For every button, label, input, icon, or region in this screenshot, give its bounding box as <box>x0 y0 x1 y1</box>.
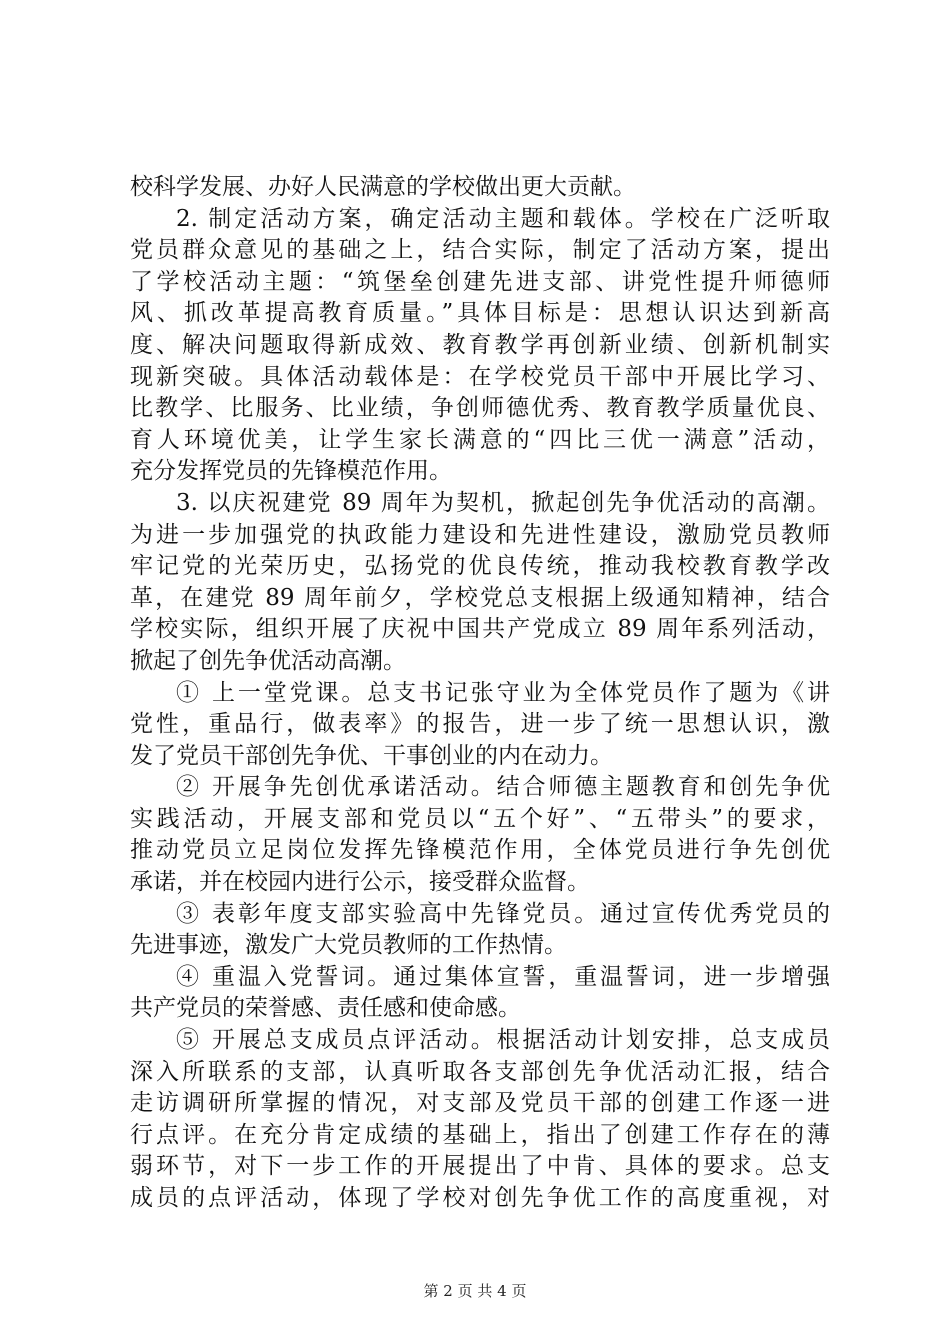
text-line: 承诺，并在校园内进行公示，接受群众监督。 <box>130 869 590 896</box>
text-line: ④ 重温入党誓词。通过集体宣誓，重温誓词，进一步增强 <box>176 963 830 990</box>
text-line: 比教学、比服务、比业绩，争创师德优秀、教育教学质量优良、 <box>130 395 830 422</box>
text-line: 革，在建党 89 周年前夕，学校党总支根据上级通知精神，结合 <box>130 584 830 611</box>
text-line: 校科学发展、办好人民满意的学校做出更大贡献。 <box>130 174 636 200</box>
text-line: ② 开展争先创优承诺活动。结合师德主题教育和创先争优 <box>176 774 830 801</box>
text-line: ⑤ 开展总支成员点评活动。根据活动计划安排，总支成员 <box>176 1027 830 1054</box>
text-line: 行点评。在充分肯定成绩的基础上，指出了创建工作存在的薄 <box>130 1121 830 1148</box>
text-line: 先进事迹，激发广大党员教师的工作热情。 <box>130 932 567 959</box>
text-line: 风、抓改革提高教育质量。”具体目标是：思想认识达到新高 <box>130 300 830 327</box>
text-line: ① 上一堂党课。总支书记张守业为全体党员作了题为《讲 <box>176 679 830 706</box>
page-footer: 第 2 页 共 4 页 <box>423 1282 527 1300</box>
text-line: 充分发挥党员的先锋模范作用。 <box>130 458 452 485</box>
text-line: 弱环节，对下一步工作的开展提出了中肯、具体的要求。总支 <box>130 1153 830 1180</box>
text-line: 走访调研所掌握的情况，对支部及党员干部的创建工作逐一进 <box>130 1090 830 1117</box>
text-line: 现新突破。具体活动载体是：在学校党员干部中开展比学习、 <box>130 363 830 390</box>
text-line: 深入所联系的支部，认真听取各支部创先争优活动汇报，结合 <box>130 1058 830 1085</box>
text-line: 3. 以庆祝建党 89 周年为契机，掀起创先争优活动的高潮。 <box>176 489 830 516</box>
text-line: 了学校活动主题：“筑堡垒创建先进支部、讲党性提升师德师 <box>130 268 830 295</box>
text-line: 学校实际，组织开展了庆祝中国共产党成立 89 周年系列活动， <box>130 616 830 643</box>
text-line: 掀起了创先争优活动高潮。 <box>130 647 406 674</box>
text-line: 发了党员干部创先争优、干事创业的内在动力。 <box>130 742 613 769</box>
text-line: 2. 制定活动方案，确定活动主题和载体。学校在广泛听取 <box>176 205 830 232</box>
text-line: 推动党员立足岗位发挥先锋模范作用，全体党员进行争先创优 <box>130 837 830 864</box>
text-line: 党性，重品行，做表率》的报告，进一步了统一思想认识，激 <box>130 711 830 738</box>
text-line: ③ 表彰年度支部实验高中先锋党员。通过宣传优秀党员的 <box>176 900 830 927</box>
text-line: 实践活动，开展支部和党员以“五个好”、“五带头”的要求， <box>130 805 830 832</box>
text-line: 牢记党的光荣历史，弘扬党的优良传统，推动我校教育教学改 <box>130 553 830 580</box>
text-line: 共产党员的荣誉感、责任感和使命感。 <box>130 995 521 1022</box>
document-body <box>130 172 830 1215</box>
text-line: 成员的点评活动，体现了学校对创先争优工作的高度重视，对 <box>130 1185 830 1211</box>
text-line: 党员群众意见的基础之上，结合实际，制定了活动方案，提出 <box>130 237 830 264</box>
text-line: 育人环境优美，让学生家长满意的“四比三优一满意”活动， <box>130 426 830 453</box>
text-line: 度、解决问题取得新成效、教育教学再创新业绩、创新机制实 <box>130 331 830 358</box>
text-line: 为进一步加强党的执政能力建设和先进性建设，激励党员教师 <box>130 521 830 548</box>
